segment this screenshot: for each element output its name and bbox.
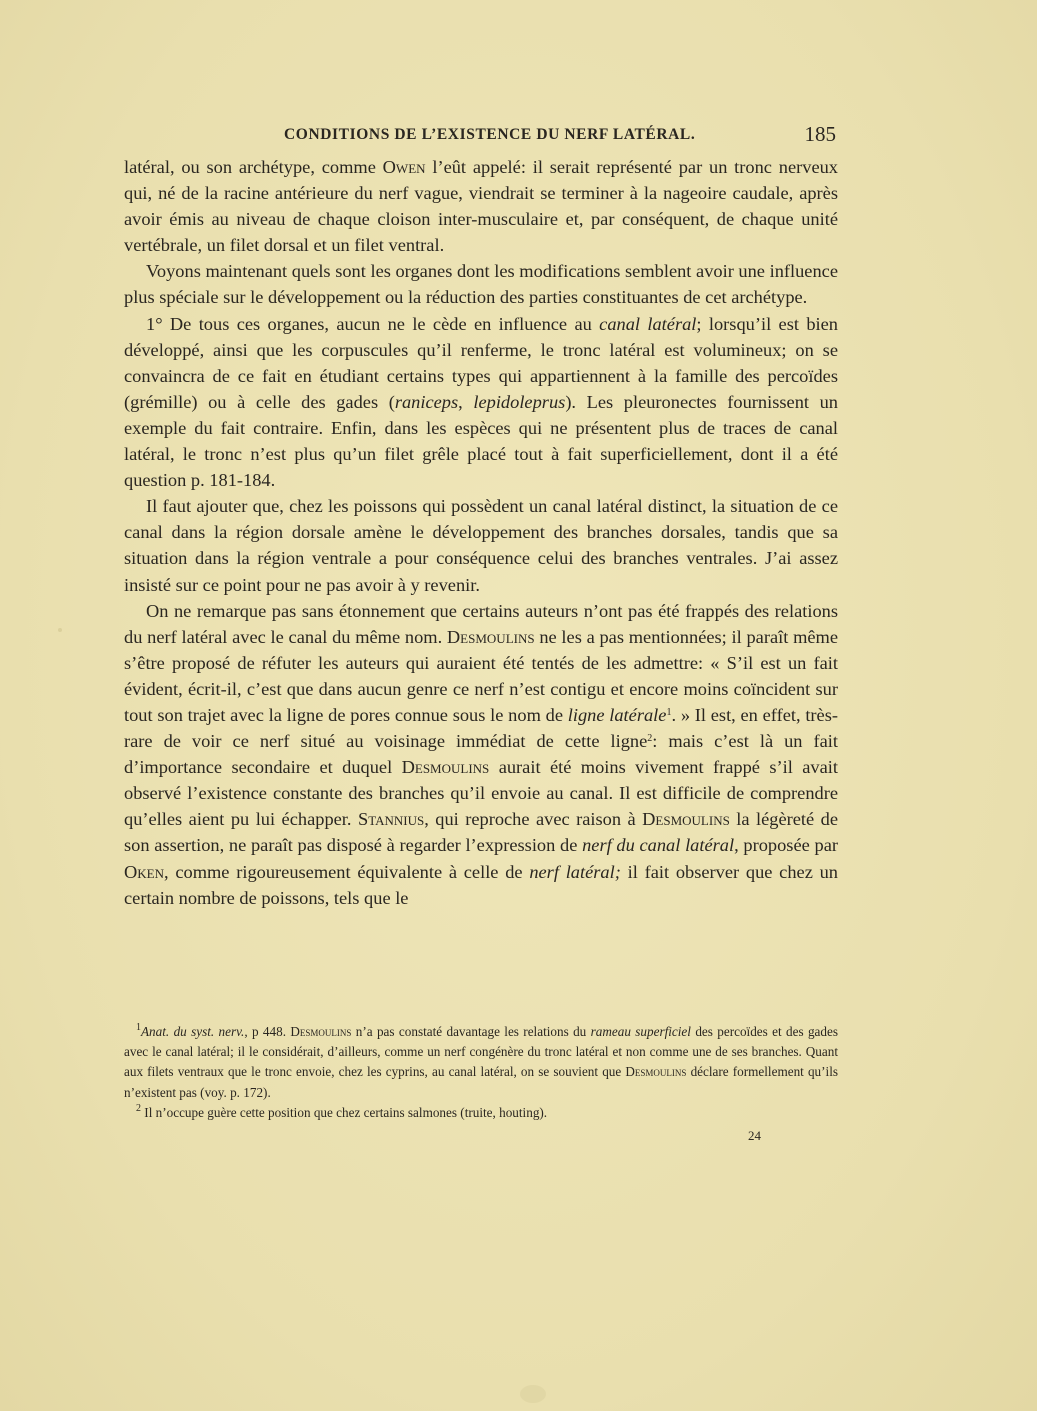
author-name: Desmoulins — [446, 626, 535, 647]
body-text — [124, 154, 838, 911]
text-run: , p 448. — [244, 1024, 291, 1039]
author-name: Desmoulins — [290, 1024, 352, 1039]
footnote-ref[interactable]: 2 — [647, 733, 653, 745]
italic-term: ligne latérale — [567, 704, 667, 725]
author-name: Oken — [124, 861, 164, 882]
footnote-2 — [124, 1103, 838, 1123]
italic-term: lepidoleprus — [473, 391, 566, 412]
paragraph-organs — [124, 258, 838, 310]
italic-term: Anat. du syst. nerv. — [141, 1024, 245, 1039]
paper-foxing-spot — [58, 628, 62, 632]
text-run: ne les a pas mentionnées; il paraît même s’être proposé de réfuter les auteurs qui auraient été tentés de les admettre: « S’il est un fait évident, écrit-il, c’est que dans aucun genre ce nerf n’est contigu et encore moins coïncident sur tout son trajet avec la ligne de pores connue sous le nom de — [124, 626, 838, 725]
author-name: Owen — [382, 157, 426, 177]
text-run: Il n’occupe guère cette position que chez certains salmones (truite, houting). — [141, 1104, 548, 1120]
italic-term: rameau superficiel — [590, 1024, 691, 1039]
text-run: ). Les pleuronectes fournissent un exemple du fait contraire. Enfin, dans les espèces qui ne présentent plus de traces de canal latéral, le tronc n’est plus qu’un filet grêle placé tout à fait superficiellement, dont il a été question p. 181-184. — [124, 391, 838, 491]
text-run: On ne remarque pas sans étonnement que certains auteurs n’ont pas été frappés des relations du nerf latéral avec le canal du même nom. — [124, 600, 838, 647]
paragraph-canal-lateral — [124, 311, 838, 494]
text-run: latéral, ou son archétype, comme — [124, 157, 383, 177]
paper-foxing-spot — [520, 1385, 546, 1403]
text-run: des percoïdes et des gades avec le canal latéral; il le considérait, d’ailleurs, comme un nerf congénère du tronc latéral et non comme une de ses branches. Quant aux filets ventraux que le tronc envoie, chez les cyprins, au canal latéral, on se souvient que — [124, 1024, 838, 1080]
italic-term: canal latéral — [599, 313, 697, 334]
text-run: , comme rigoureusement équivalente à celle de — [164, 861, 530, 882]
page-number: 185 — [804, 122, 836, 146]
text-run: : mais c’est là un fait d’importance secondaire et duquel — [124, 731, 838, 778]
text-run: la légèreté de son assertion, ne paraît pas disposé à regarder l’expression de — [124, 809, 838, 856]
text-run: déclare formellement qu’ils n’existent pas (voy. p. 172). — [124, 1064, 839, 1100]
author-name: Desmoulins — [401, 757, 490, 778]
text-run: l’eût appelé: il serait représenté par un tronc nerveux qui, né de la racine antérieure du nerf vague, viendrait se terminer à la nageoire caudale, après avoir émis au niveau de chaque cloison inter-musculaire et, par conséquent, de chaque unité vertébrale, un filet dorsal et un filet ventral. — [124, 157, 838, 256]
italic-term: nerf du canal latéral — [582, 835, 735, 856]
paragraph-authors — [124, 598, 838, 911]
signature-mark: 24 — [748, 1128, 761, 1143]
text-run: , — [458, 391, 474, 412]
text-run: aurait été moins vivement frappé s’il avait observé l’existence constante des branches qu’il envoie au canal. Il est difficile de comprendre qu’elles aient pu lui échapper. — [124, 757, 838, 830]
text-run: , proposée par — [734, 835, 838, 856]
text-run: Voyons maintenant quels sont les organes dont les modifications semblent avoir une influence plus spéciale sur le développement ou la réduction des parties constituantes de cet archétype. — [124, 261, 838, 308]
running-head: CONDITIONS DE L’EXISTENCE DU NERF LATÉRAL. — [284, 126, 696, 143]
italic-term: raniceps — [394, 391, 459, 412]
author-name: Stannius — [357, 809, 425, 830]
footnote-mark: 2 — [136, 1102, 141, 1114]
text-run: n’a pas constaté davantage les relations du — [351, 1024, 591, 1039]
paragraph-branches — [124, 493, 838, 597]
footnote-ref[interactable]: 1 — [666, 706, 672, 718]
text-run: Il faut ajouter que, chez les poissons qui possèdent un canal latéral distinct, la situation de ce canal dans la région dorsale amène le développement des branches dorsales, tandis que sa situation dans la région ventrale a pour conséquence celui des branches ventrales. J’ai assez insisté sur ce point pour ne pas avoir à y revenir. — [124, 496, 838, 595]
author-name: Desmoulins — [642, 809, 730, 830]
author-name: Desmoulins — [625, 1064, 687, 1080]
text-run: , qui reproche avec raison à — [424, 809, 643, 830]
text-run: 1° De tous ces organes, aucun ne le cède en influence au — [146, 313, 600, 334]
text-run: il fait observer que chez un certain nombre de poissons, tels que le — [124, 861, 838, 908]
page-header — [124, 122, 836, 146]
paragraph-archetype — [124, 154, 838, 258]
italic-term: nerf latéral; — [529, 861, 621, 882]
footnote-mark: 1 — [136, 1022, 141, 1033]
text-run: . » Il est, en effet, très-rare de voir ce nerf situé au voisinage immédiat de cette ligne — [124, 704, 839, 752]
footnote-1 — [124, 1022, 838, 1103]
text-run: ; lorsqu’il est bien développé, ainsi que les corpuscules qu’il renferme, le tronc latéral est volumineux; on se convaincra de ce fait en étudiant certains types qui appartiennent à la famille des percoïdes (grémille) ou à celle des gades ( — [124, 313, 838, 412]
footnotes — [124, 1022, 838, 1123]
